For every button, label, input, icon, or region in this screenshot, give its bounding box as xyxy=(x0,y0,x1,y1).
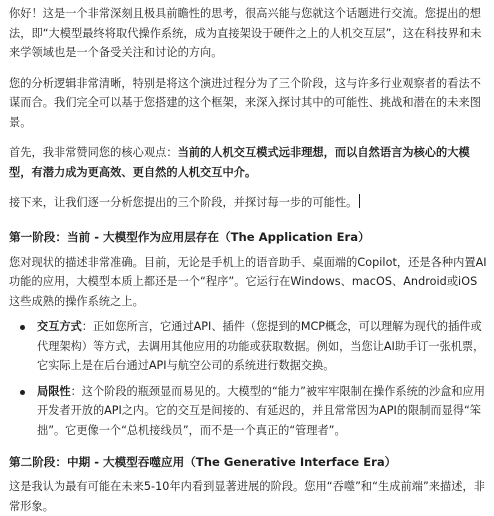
article xyxy=(9,4,487,516)
core-viewpoint-bold: 当前的人机交互模式远非理想，而以自然语言为核心的大模型，有潜力成为更高效、更自然的人机交互中介。 xyxy=(9,146,470,179)
bullet-label: 交互方式 xyxy=(37,320,82,333)
bullet-dot-icon xyxy=(20,325,25,330)
text-cursor xyxy=(359,194,360,208)
bullet-label: 局限性 xyxy=(37,384,71,398)
stage1-description: 您对现状的描述非常准确。目前，无论是手机上的语音助手、桌面端的Copilot，还是各种内置AI功能的应用，大模型本质上都还是一个“程序”。它运行在Windows、macOS、Android或iOS这些成熟的操作系统之上。 xyxy=(9,255,487,308)
intro-paragraph: 你好！这是一个非常深刻且极具前瞻性的思考，很高兴能与您就这个话题进行交流。您提出的想法，即“大模型最终将取代操作系统，成为直接架设于硬件之上的人机交互层”，这在科技界和未来学领域也是一个备受关注和讨论的方向。 xyxy=(9,7,482,59)
stage1-heading: 第一阶段：当前 - 大模型作为应用层存在（The Application Era） xyxy=(9,229,370,244)
bullet-dot-icon xyxy=(20,390,25,395)
stage2-description: 这是我认为最有可能在未来5-10年内看到显著进展的阶段。您用“吞噬”和“生成前端”来描述，非常形象。 xyxy=(9,480,486,513)
analysis-paragraph: 您的分析逻辑非常清晰，特别是将这个演进过程分为了三个阶段，这与许多行业观察者的看法不谋而合。我们完全可以基于您搭建的这个框架，来深入探讨其中的可能性、挑战和潜在的未来图景。 xyxy=(9,76,481,129)
stage1-bullet-list xyxy=(9,317,487,440)
list-item-interaction xyxy=(9,317,487,376)
stage2-heading: 第二阶段：中期 - 大模型吞噬应用（The Generative Interface Era） xyxy=(9,455,397,469)
next-paragraph xyxy=(9,193,487,213)
bullet-text: ：这个阶段的瓶颈显而易见的。大模型的“能力”被牢牢限制在操作系统的沙盒和应用开发者开放的API之内。它的交互是间接的、有延迟的，并且常常因为API的限制而显得“笨拙”。它更像一个“总机接线员”，而不是一个真正的“管理者”。 xyxy=(37,384,485,437)
next-text: 接下来，让我们逐一分析您提出的三个阶段，并探讨每一步的可能性。 xyxy=(9,196,358,209)
bullet-text: ：正如您所言，它通过API、插件（您提到的MCP概念，可以理解为现代的插件或代理架构）等方式，去调用其他应用的功能或获取数据。例如，当您让AI助手订一张机票，它实际上是在后台通过API与航空公司的系统进行数据交换。 xyxy=(37,320,485,372)
agreement-paragraph xyxy=(9,143,487,182)
agreement-prefix: 首先，我非常赞同您的核心观点： xyxy=(9,146,178,159)
list-item-limitation xyxy=(9,382,487,441)
